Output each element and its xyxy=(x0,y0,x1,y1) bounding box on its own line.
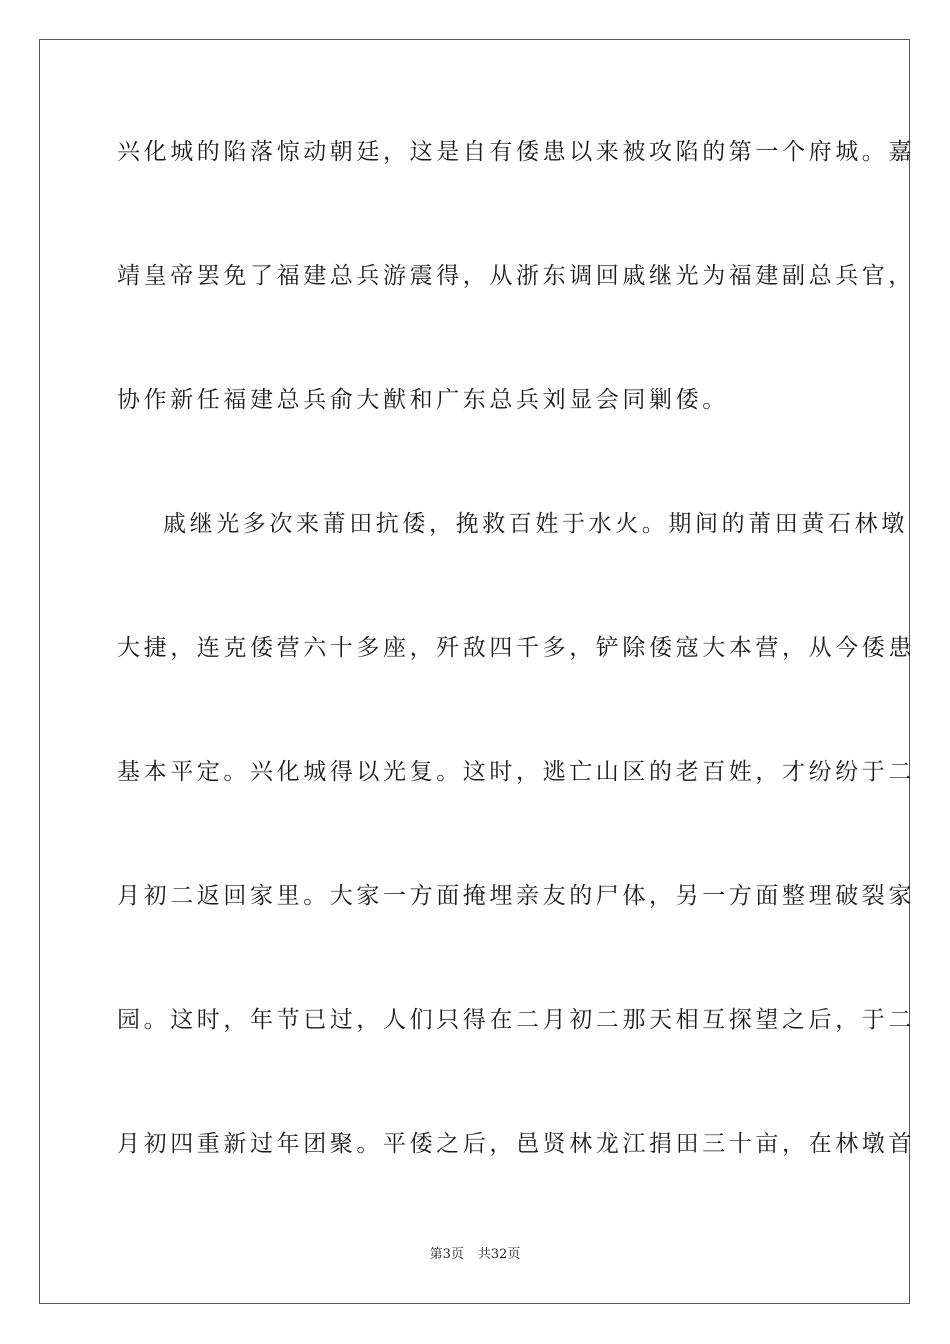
text-line-4: 戚继光多次来莆田抗倭，挽救百姓于水火。期间的莆田黄石林墩 xyxy=(163,511,908,537)
text-line-1: 兴化城的陷落惊动朝廷，这是自有倭患以来被攻陷的第一个府城。嘉 xyxy=(117,139,915,165)
total-pages-label: 共32页 xyxy=(477,1247,521,1262)
text-line-7: 月初二返回家里。大家一方面掩埋亲友的尸体，另一方面整理破裂家 xyxy=(117,883,915,909)
page-border xyxy=(39,39,915,1304)
text-line-2: 靖皇帝罢免了福建总兵游震得，从浙东调回戚继光为福建副总兵官， xyxy=(117,263,915,289)
text-line-8: 园。这时，年节已过，人们只得在二月初二那天相互探望之后，于二 xyxy=(117,1007,915,1033)
current-page-label: 第3页 xyxy=(429,1247,464,1262)
text-line-9: 月初四重新过年团聚。平倭之后，邑贤林龙江捐田三十亩，在林墩首 xyxy=(117,1131,915,1157)
text-line-3: 协作新任福建总兵俞大猷和广东总兵刘显会同剿倭。 xyxy=(117,387,729,413)
text-line-5: 大捷，连克倭营六十多座，歼敌四千多，铲除倭寇大本营，从今倭患 xyxy=(117,635,915,661)
text-line-6: 基本平定。兴化城得以光复。这时，逃亡山区的老百姓，才纷纷于二 xyxy=(117,759,915,785)
page-footer xyxy=(0,1247,950,1263)
